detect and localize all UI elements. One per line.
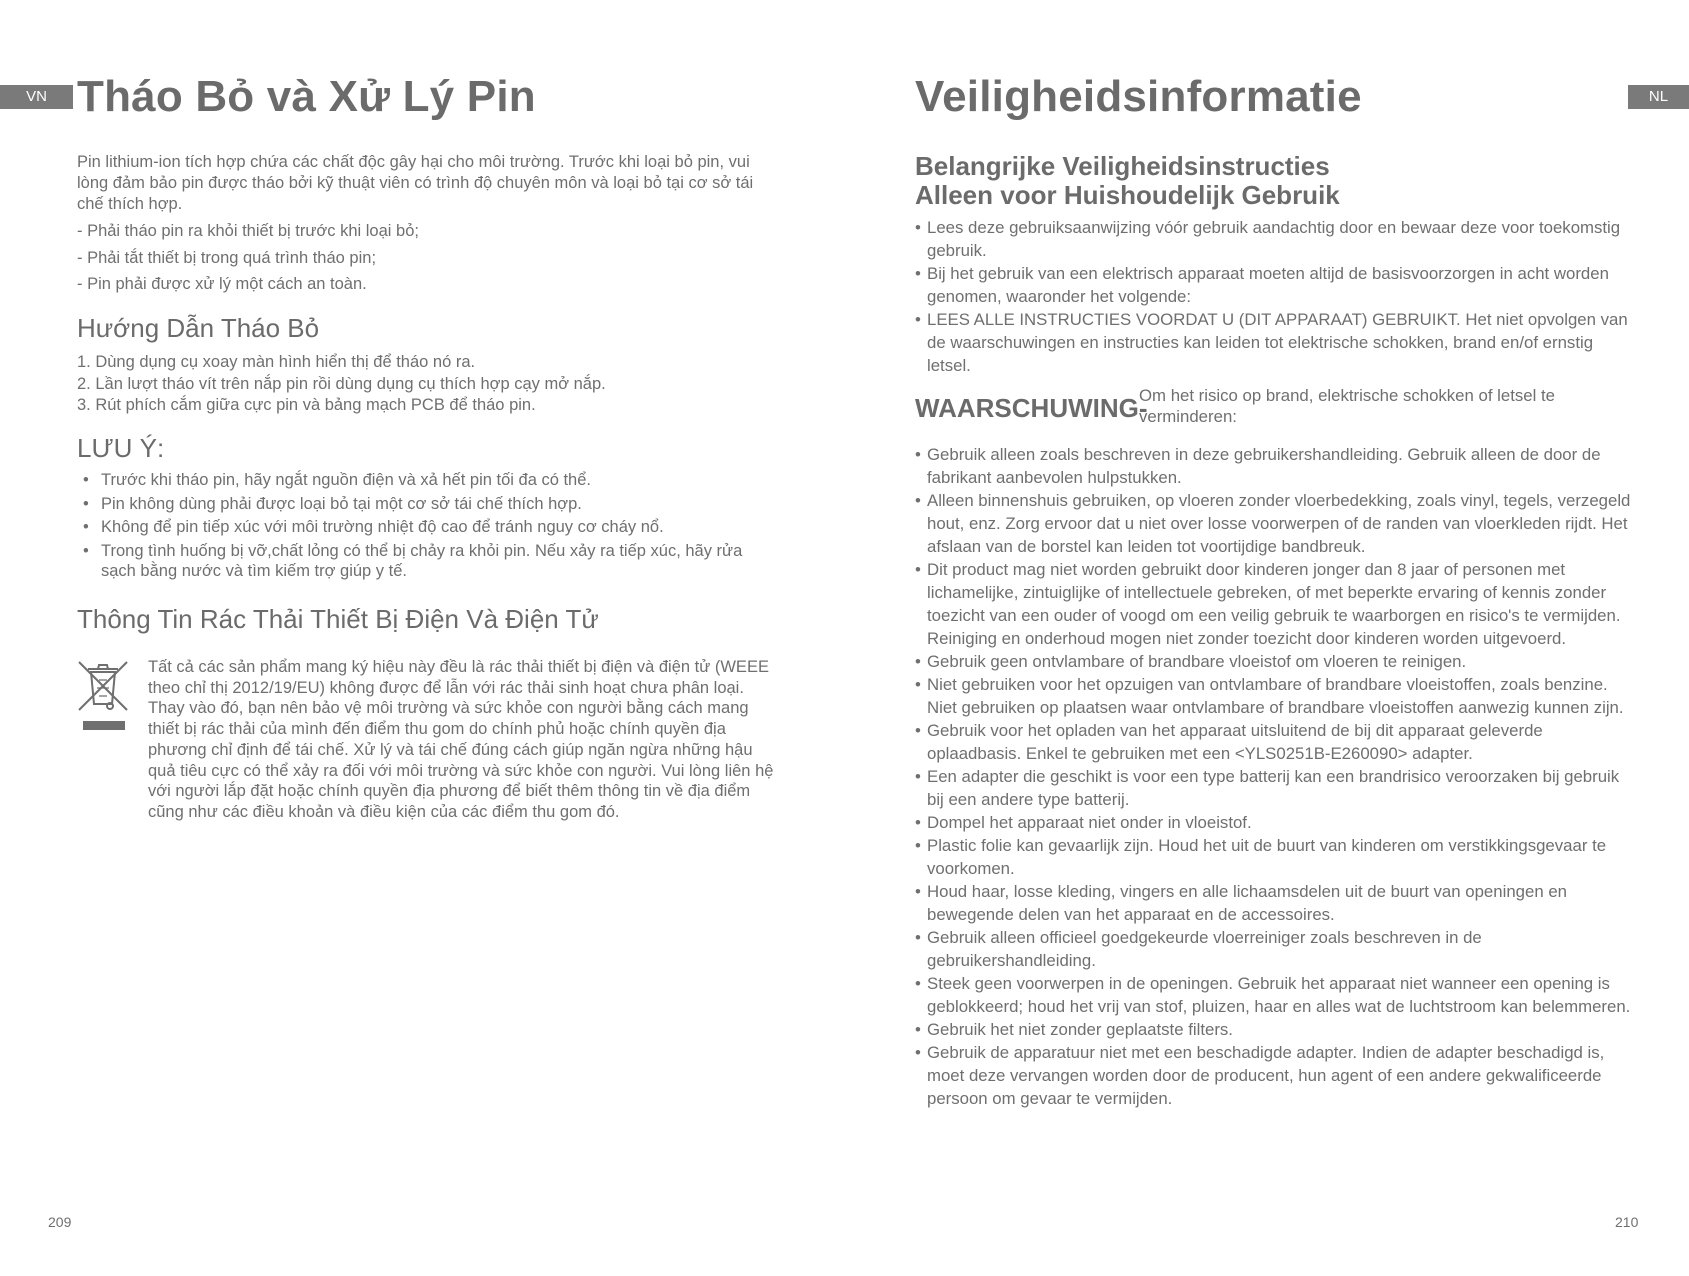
- list-item: [915, 673, 1635, 719]
- list-item: [915, 650, 1635, 673]
- bullet-icon: •: [915, 445, 921, 464]
- page-title-vn: Tháo Bỏ và Xử Lý Pin: [77, 72, 536, 121]
- bullet-icon: •: [915, 974, 921, 993]
- bullet-icon: •: [915, 1043, 921, 1062]
- list-item-text: Gebruik alleen zoals beschreven in deze gebruikershandleiding. Gebruik alleen de door de fabrikant aanbevolen hulpstukken.: [927, 445, 1601, 487]
- list-item: [77, 541, 777, 582]
- bullet-icon: •: [915, 882, 921, 901]
- list-item-text: Dit product mag niet worden gebruikt door kinderen jonger dan 8 jaar of personen met lichamelijke, zintuiglijke of intellectuele gebreken, of met beperkte ervaring of kennis zonder toezicht van een ouder of voogd om een veilig gebruik te waarborgen en risico's te vermijden. Reiniging en onderhoud mogen niet zonder toezicht door kinderen worden uitgevoerd.: [927, 560, 1621, 648]
- page-number-left: 209: [48, 1214, 72, 1230]
- bullet-icon: •: [915, 675, 921, 694]
- safety-subheading-line1: Belangrijke Veiligheidsinstructies: [915, 151, 1330, 181]
- warning-text: Om het risico op brand, elektrische schokken of letsel te verminderen:: [1139, 386, 1555, 426]
- note-heading: LƯU Ý:: [77, 433, 165, 463]
- page-title-nl: Veiligheidsinformatie: [915, 72, 1362, 121]
- list-item-text: Houd haar, losse kleding, vingers en alle lichaamsdelen uit de buurt van openingen en bewegende delen van het apparaat en de accessoires.: [927, 882, 1567, 924]
- list-item: [77, 517, 777, 538]
- list-item-text: Steek geen voorwerpen in de openingen. Gebruik het apparaat niet wanneer een opening is geblokkeerd; houd het vrij van stof, pluizen, haar en alles wat de luchtstroom kan belemmeren.: [927, 974, 1631, 1016]
- bullet-icon: •: [915, 813, 921, 832]
- list-item: [915, 489, 1635, 558]
- list-item-text: Dompel het apparaat niet onder in vloeistof.: [927, 813, 1252, 832]
- list-item: [915, 558, 1635, 650]
- list-item-text: Gebruik voor het opladen van het apparaat uitsluitend de bij dit apparaat geleverde oplaadbasis. Enkel te gebruiken met een <YLS0251B-E260090> adapter.: [927, 721, 1543, 763]
- bullet-icon: •: [915, 1020, 921, 1039]
- list-item: [915, 811, 1635, 834]
- bullet-icon: •: [915, 264, 921, 283]
- list-item: [915, 972, 1635, 1018]
- list-item: [915, 308, 1635, 377]
- bullet-icon: •: [915, 560, 921, 579]
- safety-rules-list: [915, 443, 1635, 1110]
- bullet-icon: •: [915, 836, 921, 855]
- list-item: [915, 1041, 1635, 1110]
- crossed-out-wheeled-bin-icon: [77, 660, 129, 732]
- bullet-icon: •: [915, 310, 921, 329]
- list-item-text: Gebruik de apparatuur niet met een beschadigde adapter. Indien de adapter beschadigd is, moet deze vervangen worden door de producent, hun agent of een andere gekwalificeerde persoon om gevaar te vermijden.: [927, 1043, 1605, 1108]
- step-item: 1. Dùng dụng cụ xoay màn hình hiển thị để tháo nó ra.: [77, 353, 476, 371]
- bullet-icon: •: [83, 541, 89, 560]
- bullet-icon: •: [915, 928, 921, 947]
- bullet-icon: •: [915, 652, 921, 671]
- list-item-text: Gebruik het niet zonder geplaatste filters.: [927, 1020, 1233, 1039]
- list-item-text: Gebruik alleen officieel goedgekeurde vloerreiniger zoals beschreven in de gebruikershandleiding.: [927, 928, 1482, 970]
- list-item-text: Bij het gebruik van een elektrisch apparaat moeten altijd de basisvoorzorgen in acht worden genomen, waaronder het volgende:: [927, 264, 1609, 306]
- language-tab-vn: VN: [0, 85, 73, 109]
- warning-label: WAARSCHUWING-: [915, 393, 1148, 423]
- removal-guide-heading: Hướng Dẫn Tháo Bỏ: [77, 313, 320, 343]
- bullet-icon: •: [915, 721, 921, 740]
- bullet-icon: •: [83, 518, 89, 536]
- list-item-text: Alleen binnenshuis gebruiken, op vloeren zonder vloerbedekking, zoals vinyl, tegels, verzegeld hout, enz. Zorg ervoor dat u niet over losse voorwerpen of de randen van vloerkleden rijdt. Het afslaan van de borstel kan leiden tot voortijdige bandbreuk.: [927, 491, 1631, 556]
- list-item: - Phải tháo pin ra khỏi thiết bị trước khi loại bỏ;: [77, 222, 419, 240]
- removal-steps: [77, 352, 606, 417]
- list-item: [915, 443, 1635, 489]
- language-tab-nl: NL: [1628, 85, 1689, 109]
- battery-intro-paragraph: Pin lithium-ion tích hợp chứa các chất độc gây hại cho môi trường. Trước khi loại bỏ pin, vui lòng đảm bảo pin được tháo bởi kỹ thuật viên có trình độ chuyên môn và loại bỏ tại cơ sở tái chế thích hợp.: [77, 153, 754, 213]
- list-item: [915, 880, 1635, 926]
- list-item: - Pin phải được xử lý một cách an toàn.: [77, 275, 367, 293]
- list-item-text: Niet gebruiken voor het opzuigen van ontvlambare of brandbare vloeistoffen, zoals benzine. Niet gebruiken op plaatsen waar ontvlambare of brandbare vloeistoffen aanwezig kunnen zijn.: [927, 675, 1624, 717]
- list-item: [915, 262, 1635, 308]
- bullet-icon: •: [83, 494, 89, 513]
- bullet-icon: •: [915, 218, 921, 237]
- safety-intro-list: [915, 216, 1635, 377]
- safety-subheading: [915, 152, 1340, 210]
- weee-paragraph: Tất cả các sản phẩm mang ký hiệu này đều là rác thải thiết bị điện và điện tử (WEEE theo chỉ thị 2012/19/EU) không được để lẫn với rác thải sinh hoạt chưa phân loại. Thay vào đó, bạn nên bảo vệ môi trường và sức khỏe con người bằng cách mang thiết bị rác thải của mình đến điểm thu gom do chính phủ hoặc chính quyền địa phương chỉ định để tái chế. Xử lý và tái chế đúng cách giúp ngăn ngừa những hậu quả tiêu cực có thể xảy ra đối với môi trường và sức khỏe con người. Vui lòng liên hệ với người lắp đặt hoặc chính quyền địa phương để biết thêm thông tin về địa điểm cũng như các điều khoản và điều kiện của các điểm thu gom đó.: [148, 658, 774, 821]
- page-number-right: 210: [1615, 1214, 1639, 1230]
- weee-heading: Thông Tin Rác Thải Thiết Bị Điện Và Điện Tử: [77, 604, 599, 634]
- bullet-icon: •: [83, 471, 89, 489]
- list-item-text: LEES ALLE INSTRUCTIES VOORDAT U (DIT APPARAAT) GEBRUIKT. Het niet opvolgen van de waarschuwingen en instructies kan leiden tot elektrische schokken, brand en/of ernstig letsel.: [927, 310, 1628, 375]
- note-text: Trước khi tháo pin, hãy ngắt nguồn điện và xả hết pin tối đa có thể.: [101, 471, 591, 489]
- list-item: [915, 926, 1635, 972]
- bullet-icon: •: [915, 767, 921, 786]
- list-item: - Phải tắt thiết bị trong quá trình tháo pin;: [77, 248, 377, 267]
- step-item: 2. Lần lượt tháo vít trên nắp pin rồi dùng dụng cụ thích hợp cạy mở nắp.: [77, 374, 606, 393]
- bullet-icon: •: [915, 491, 921, 510]
- list-item: [915, 1018, 1635, 1041]
- list-item: [915, 216, 1635, 262]
- list-item: [77, 494, 777, 515]
- list-item-text: Lees deze gebruiksaanwijzing vóór gebruik aandachtig door en bewaar deze voor toekomstig gebruik.: [927, 218, 1621, 260]
- list-item: [915, 765, 1635, 811]
- list-item-text: Een adapter die geschikt is voor een type batterij kan een brandrisico veroorzaken bij gebruik bij een andere type batterij.: [927, 767, 1620, 809]
- battery-removal-rules: [77, 221, 419, 301]
- list-item-text: Plastic folie kan gevaarlijk zijn. Houd het uit de buurt van kinderen om verstikkingsgevaar te voorkomen.: [927, 836, 1607, 878]
- safety-subheading-line2: Alleen voor Huishoudelijk Gebruik: [915, 180, 1340, 210]
- step-item: 3. Rút phích cắm giữa cực pin và bảng mạch PCB để tháo pin.: [77, 396, 536, 414]
- note-text: Không để pin tiếp xúc với môi trường nhiệt độ cao để tránh nguy cơ cháy nổ.: [101, 518, 664, 536]
- note-text: Trong tình huống bị vỡ,chất lỏng có thể bị chảy ra khỏi pin. Nếu xảy ra tiếp xúc, hãy rửa sạch bằng nước và tìm kiếm trợ giúp y tế.: [101, 541, 743, 580]
- list-item: [77, 470, 777, 491]
- note-list: [77, 470, 777, 585]
- note-text: Pin không dùng phải được loại bỏ tại một cơ sở tái chế thích hợp.: [101, 494, 582, 513]
- list-item-text: Gebruik geen ontvlambare of brandbare vloeistof om vloeren te reinigen.: [927, 652, 1467, 671]
- list-item: [915, 719, 1635, 765]
- list-item: [915, 834, 1635, 880]
